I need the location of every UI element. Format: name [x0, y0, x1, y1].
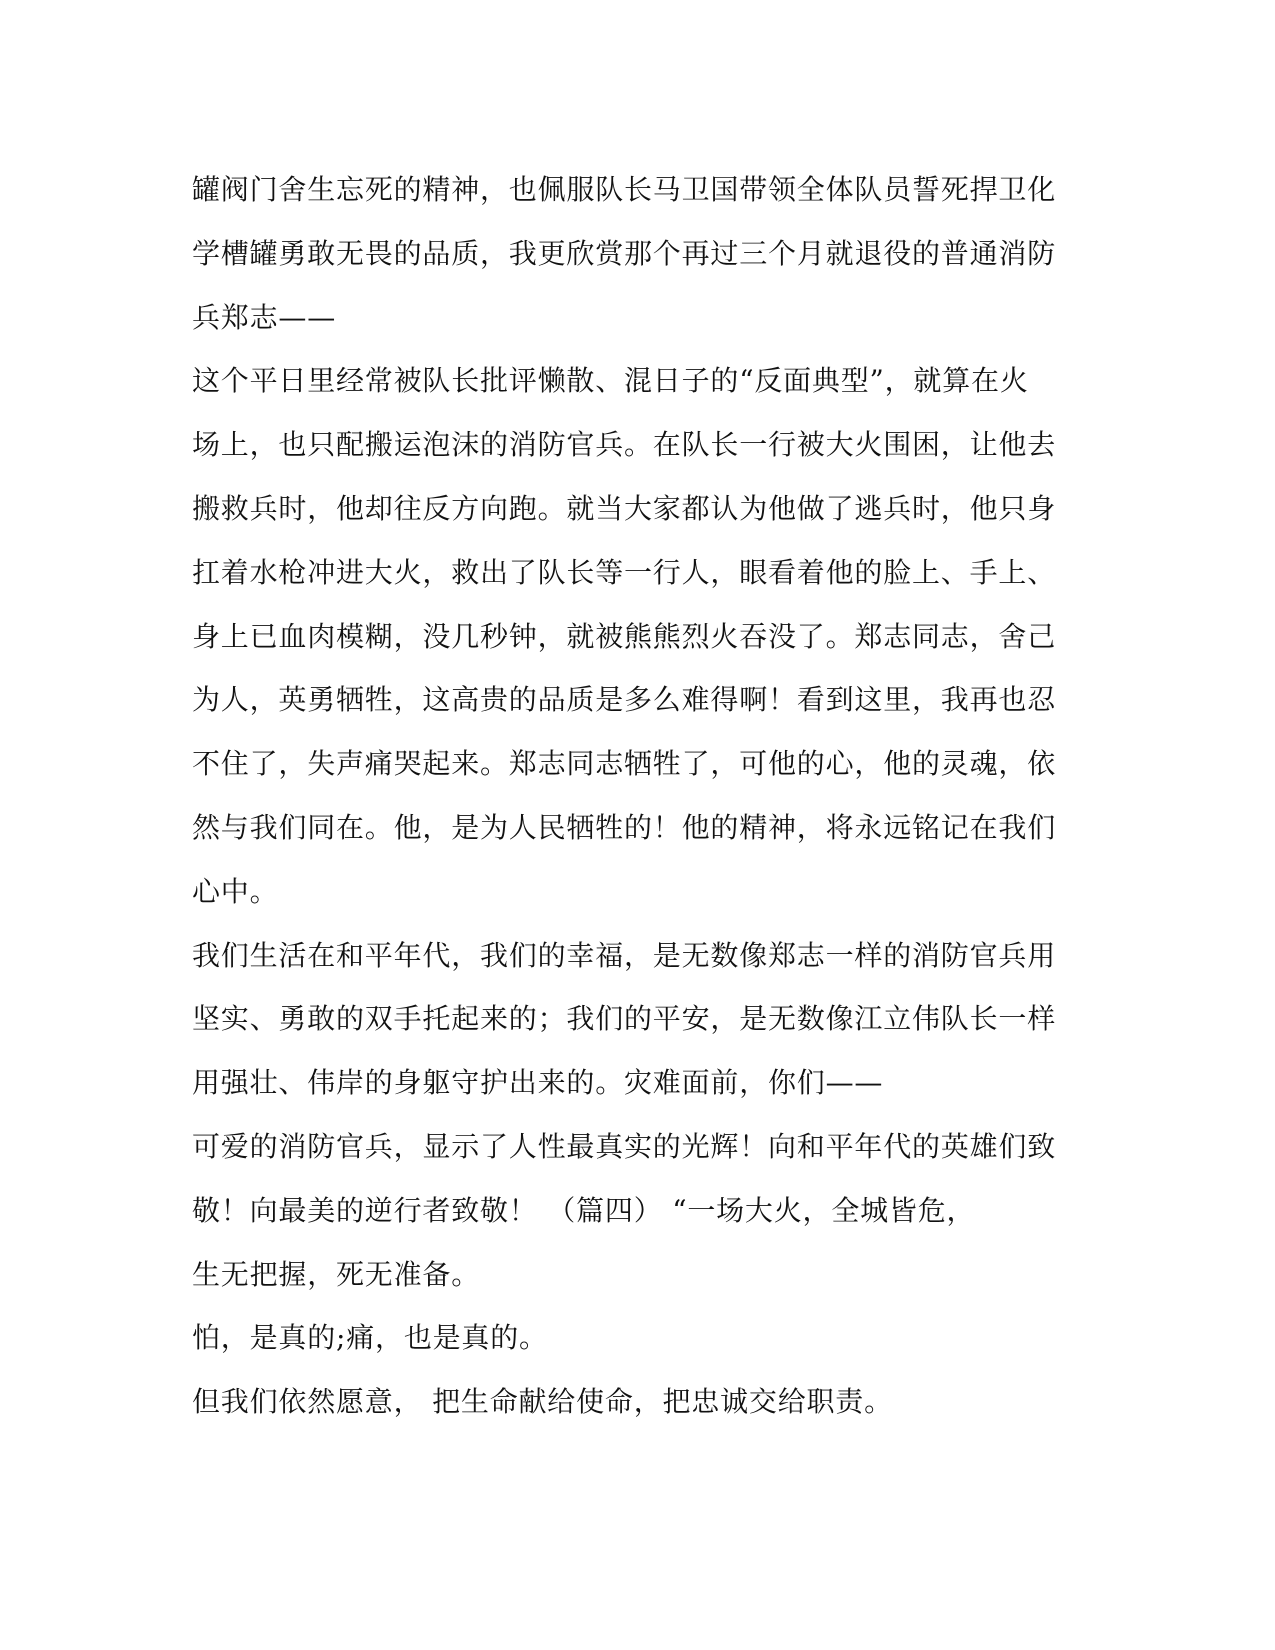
text-line: 学槽罐勇敢无畏的品质，我更欣赏那个再过三个月就退役的普通消防 [192, 236, 1057, 270]
text-line: 罐阀门舍生忘死的精神，也佩服队长马卫国带领全体队员誓死捍卫化 [192, 173, 1057, 206]
text-line: 但我们依然愿意， 把生命献给使命，把忠诚交给职责。 [192, 1385, 893, 1419]
text-line: 场上，也只配搬运泡沫的消防官兵。在队长一行被大火围困，让他去 [192, 428, 1057, 462]
body-text [192, 158, 1072, 1434]
text-line: 我们生活在和平年代，我们的幸福，是无数像郑志一样的消防官兵用 [192, 938, 1057, 972]
text-line: 生无把握，死无准备。 [192, 1257, 481, 1291]
text-line: 身上已血肉模糊，没几秒钟，就被熊熊烈火吞没了。郑志同志，舍己 [192, 619, 1057, 653]
text-line: 扛着水枪冲进大火，救出了队长等一行人，眼看着他的脸上、手上、 [192, 555, 1057, 589]
text-line: 然与我们同在。他，是为人民牺牲的！他的精神，将永远铭记在我们 [192, 810, 1057, 844]
text-line: 敬！向最美的逆行者致敬！ （篇四） “一场大火，全城皆危， [192, 1193, 976, 1227]
text-line: 兵郑志—— [192, 300, 337, 334]
text-line: 用强壮、伟岸的身躯守护出来的。灾难面前，你们—— [192, 1066, 884, 1100]
text-line: 心中。 [192, 874, 279, 908]
text-line: 为人，英勇牺牲，这高贵的品质是多么难得啊！看到这里，我再也忍 [192, 683, 1057, 717]
text-line: 坚实、勇敢的双手托起来的；我们的平安，是无数像江立伟队长一样 [192, 1002, 1057, 1036]
text-line: 可爱的消防官兵，显示了人性最真实的光辉！向和平年代的英雄们致 [192, 1129, 1057, 1163]
text-line: 不住了，失声痛哭起来。郑志同志牺牲了，可他的心，他的灵魂，依 [192, 747, 1057, 781]
text-line: 这个平日里经常被队长批评懒散、混日子的“反面典型”，就算在火 [192, 364, 1029, 398]
text-line: 怕，是真的;痛，也是真的。 [192, 1321, 548, 1355]
text-line: 搬救兵时，他却往反方向跑。就当大家都认为他做了逃兵时，他只身 [192, 491, 1057, 525]
